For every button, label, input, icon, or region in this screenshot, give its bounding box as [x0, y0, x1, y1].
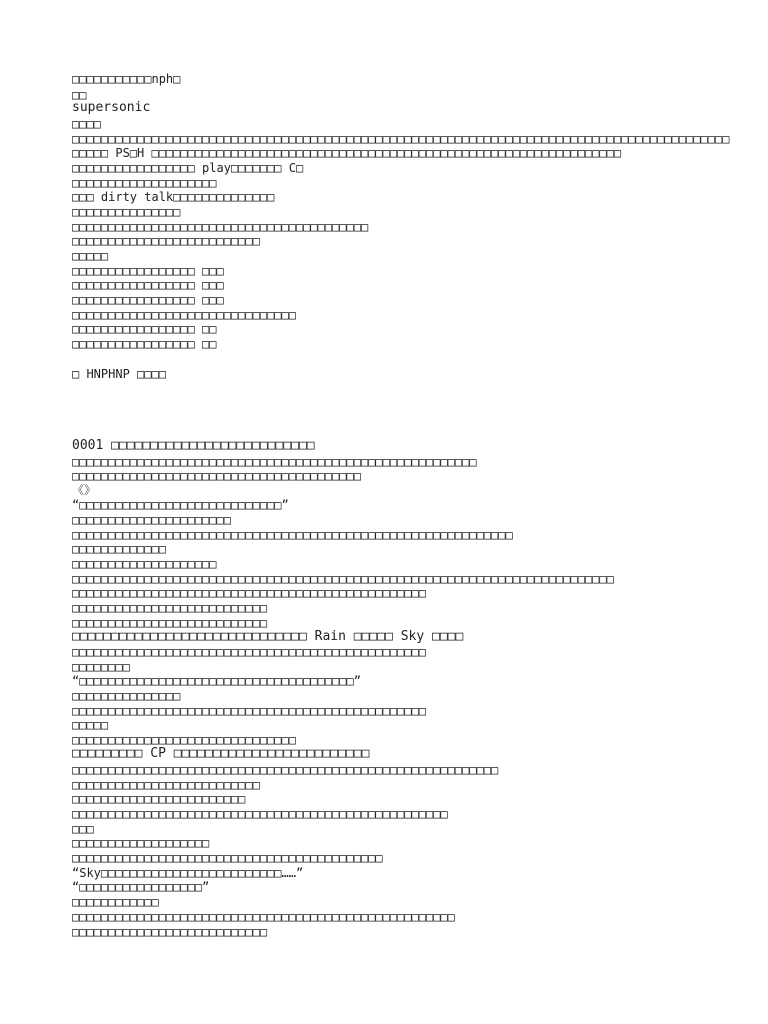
text-line: □□□□ — [72, 117, 101, 131]
text-line: 0001 □□□□□□□□□□□□□□□□□□□□□□□□□□ — [72, 438, 315, 453]
text-line: 《》 — [72, 483, 97, 497]
text-line: □□□□□ — [72, 249, 109, 263]
text-line: □□□□□□□□□□□□□□□□□□□□□□□□□□□□□□□□□□□□□□□□□□□□□□□□□□□□□□□□□□□□□□□□□□□□□□□□□□□□□□□□□□□□□□□□□□□ — [72, 132, 730, 146]
text-line: □□□ dirty talk□□□□□□□□□□□□□□ — [72, 190, 275, 204]
text-line: □□□□□□□□□□□□□□□□□□□□□□□□□□□□□□□□□□□□□□□□□□□□□□□□□□□□ — [72, 807, 448, 821]
text-line: □□□□□□□□□□□□□□□□□□□□□□□□□□□ — [72, 925, 268, 939]
section-footer: □ HNPHNP □□□□ — [72, 367, 166, 381]
text-line: □□□□□□□□□□□□□□□□□□□□□□□□□□□□□□□□□□□□□□□□□□□□□□□□□□□□□□□□□□□□□□□□□□□□□□□□□□□ — [72, 572, 614, 586]
text-line: “Sky□□□□□□□□□□□□□□□□□□□□□□□□□……” — [72, 866, 304, 880]
text-line: □□□□□ — [72, 718, 109, 732]
text-line: “□□□□□□□□□□□□□□□□□□□□□□□□□□□□□□□□□□□□□□” — [72, 674, 361, 688]
text-line: “□□□□□□□□□□□□□□□□□□□□□□□□□□□□” — [72, 498, 289, 512]
text-line: □□□□□□□□□□□□□□□□□□□□□□□□□□□□□□□□□□□□□□□□□□□□□□□□□□□□□□□□□□□□□ — [72, 528, 513, 542]
text-line: □□□□□□□□□□□□□□□□□□□□□□□□□□□□□□□□□□□□□□□□□□□□□□□□□□□□□□□□□□□ — [72, 763, 499, 777]
text-line: □□□□□□□□□□□□□□□□□□□□□□□□□□□□□□□□□□□□□□□□□□□□□□□□□ — [72, 704, 427, 718]
text-line: □□□□□□□□□□□□□□□□□ play□□□□□□□ C□ — [72, 161, 304, 175]
text-line: □□□□□□□□□□□□□□□□□ □□ — [72, 337, 217, 351]
text-line: □□□□□□□□□□□□□□□□□□□□□□□□□□□ — [72, 616, 268, 630]
text-line: □□□□□□□□□□□□ — [72, 895, 159, 909]
text-line: □□□□□□□□ — [72, 660, 130, 674]
text-line: □□□□□ PS□H □□□□□□□□□□□□□□□□□□□□□□□□□□□□□□□□□□□□□□□□□□□□□□□□□□□□□□□□□□□□□□□□□ — [72, 146, 622, 160]
text-line: □□□□□□□□□□□□□□□□□□□□□□□□□□□□□□□ — [72, 733, 296, 747]
text-line: □□□□□□□□□□□□□□□□□□□□□□□□□□□□□□□□□□□□□□□□□ — [72, 220, 369, 234]
text-line: □□□□□□□□□□□□□□□□□□□□□□□□□□□□□□□ — [72, 308, 296, 322]
text-line: □□□□□□□□□□□□□□□□□□□□□□□□□□□□□□□□□□□□□□□□□□□□□□□□□ — [72, 586, 427, 600]
text-line: “□□□□□□□□□□□□□□□□□” — [72, 880, 210, 894]
text-line: □□□□□□□□□□□□□□□□□□□□□□□□□□□□□□□□□□□□□□□□□□□□□□□□□□□□□ — [72, 910, 455, 924]
text-line: □□□□□□□□□□□□□□□□□□□□□□□□□□ — [72, 778, 260, 792]
text-line: □□□ — [72, 822, 94, 836]
text-line: □□□□□□□□□□□□□□□□□ □□ — [72, 322, 217, 336]
text-line: □□□□□□□□□□□□□□□□□□□□□□□□□□ — [72, 234, 260, 248]
text-line: □□□□□□□□□□□□□□□□□□□□□□□□□□□□□□□□□□□□□□□□□□□□□□□□□ — [72, 645, 427, 659]
text-line: □□□□□□□□□□□□□□□□□□□□□□□□□□□□□□ Rain □□□□□ Sky □□□□ — [72, 629, 464, 644]
text-line: □□□□□□□□□□□□□□□□□□□□ — [72, 557, 217, 571]
text-line: □□□□□□□□□□□□□□□ — [72, 689, 181, 703]
text-line: supersonic — [72, 100, 151, 115]
text-line: □□□□□□□□□□□□□ — [72, 542, 166, 556]
text-line: □□□□□□□□□□□□□□□□□ □□□ — [72, 293, 224, 307]
text-line: □□□□□□□□□□□□□□□□□□□ — [72, 836, 210, 850]
text-line: □□ — [72, 88, 87, 102]
text-line: □□□□□□□□□□□□□□□□□□□□□□□□□□□□□□□□□□□□□□□□ — [72, 469, 361, 483]
text-line: □□□□□□□□□□□□□□□□□□□□□□ — [72, 513, 231, 527]
text-line: □□□□□□□□□□□□□□□□□□□□□□□□□□□□□□□□□□□□□□□□□□□ — [72, 851, 383, 865]
text-line: □□□□□□□□□□□□□□□□□ □□□ — [72, 264, 224, 278]
text-line: □□□□□□□□□□□□□□□ — [72, 205, 181, 219]
text-line: □□□□□□□□□□□□□□□□□□□□□□□□ — [72, 792, 246, 806]
text-line: □□□□□□□□□□□□□□□□□ □□□ — [72, 278, 224, 292]
text-line: □□□□□□□□□ CP □□□□□□□□□□□□□□□□□□□□□□□□□ — [72, 746, 370, 761]
text-line: □□□□□□□□□□□nph□ — [72, 72, 181, 86]
text-line: □□□□□□□□□□□□□□□□□□□□□□□□□□□□□□□□□□□□□□□□□□□□□□□□□□□□□□□□ — [72, 455, 477, 469]
text-line: □□□□□□□□□□□□□□□□□□□□□□□□□□□ — [72, 601, 268, 615]
text-line: □□□□□□□□□□□□□□□□□□□□ — [72, 176, 217, 190]
